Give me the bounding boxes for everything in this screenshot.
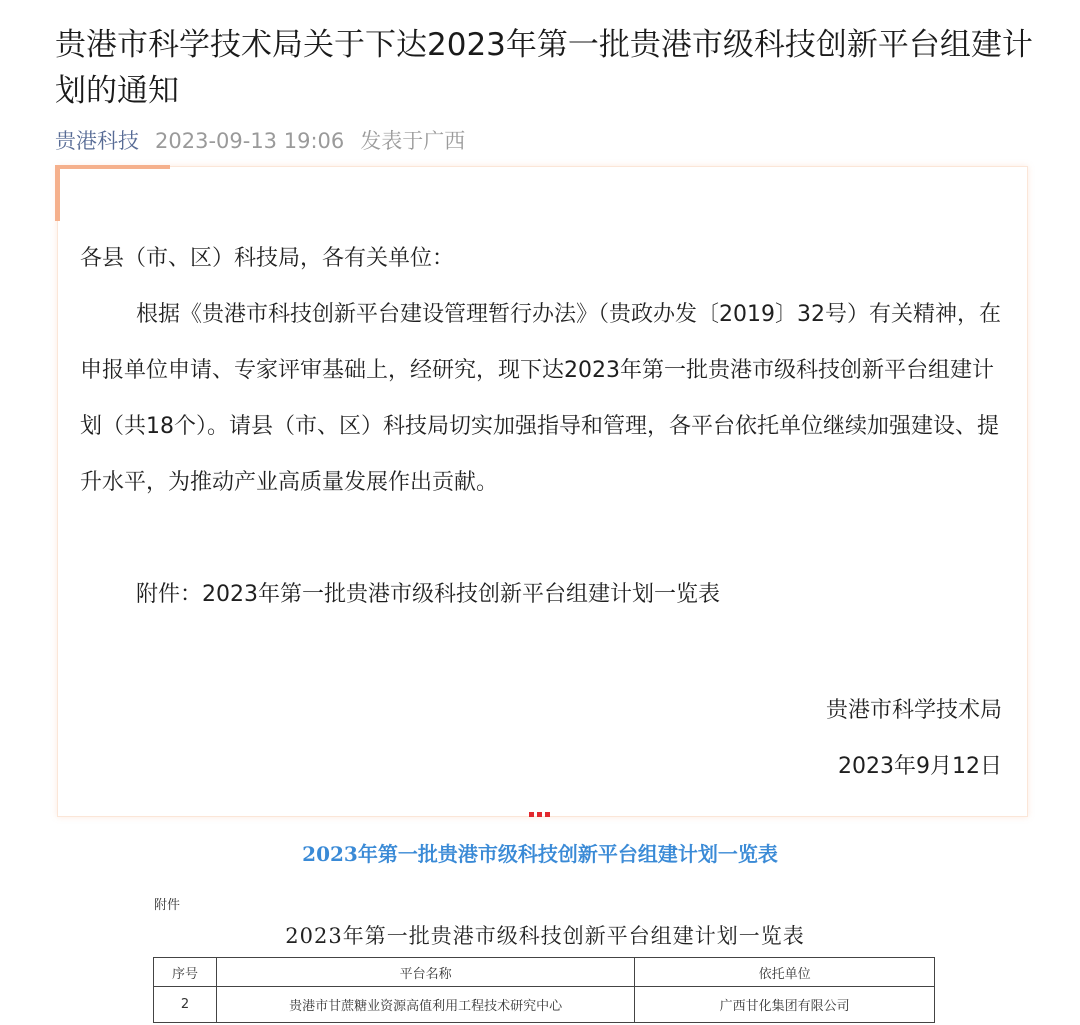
- dot: [545, 812, 550, 817]
- notice-attachment: 附件：2023年第一批贵港市级科技创新平台组建计划一览表: [136, 582, 720, 607]
- signature-org: 贵港市科学技术局: [825, 698, 1002, 723]
- box-corner-accent-top: [55, 165, 170, 169]
- cell-index: 2: [154, 987, 217, 1023]
- publish-location: 发表于广西: [360, 129, 466, 153]
- platform-table: [153, 957, 935, 1023]
- table-row: [154, 987, 935, 1023]
- dot: [537, 812, 542, 817]
- column-header-index: 序号: [154, 958, 217, 987]
- article-meta: [55, 126, 465, 156]
- account-name-link[interactable]: 贵港科技: [55, 129, 139, 153]
- column-header-platform: 平台名称: [216, 958, 634, 987]
- scan-title: 2023年第一批贵港市级科技创新平台组建计划一览表: [285, 924, 805, 948]
- table-header-row: [154, 958, 935, 987]
- box-corner-accent-left: [55, 165, 60, 221]
- scan-attachment-label: 附件: [154, 898, 181, 913]
- dot: [529, 812, 534, 817]
- cell-platform: 贵港市甘蔗糖业资源高值利用工程技术研究中心: [216, 987, 634, 1023]
- column-header-unit: 依托单位: [635, 958, 935, 987]
- cell-unit: 广西甘化集团有限公司: [635, 987, 935, 1023]
- notice-salutation: 各县（市、区）科技局，各有关单位：: [80, 246, 455, 271]
- section-heading: 2023年第一批贵港市级科技创新平台组建计划一览表: [302, 842, 778, 866]
- article-title: 贵港市科学技术局关于下达2023年第一批贵港市级科技创新平台组建计划的通知: [55, 27, 1033, 109]
- publish-datetime: 2023-09-13 19:06: [155, 129, 345, 153]
- notice-paragraph: 根据《贵港市科技创新平台建设管理暂行办法》（贵政办发〔2019〕32号）有关精神，在申报单位申请、专家评审基础上，经研究，现下达2023年第一批贵港市级科技创新平台组建计划（共18个）。请县（市、区）科技局切实加强指导和管理，各平台依托单位继续加强建设、提升水平，为推动产业高质量发展作出贡献。: [80, 302, 1001, 495]
- attachment-scan-image: [140, 880, 950, 1025]
- signature-date: 2023年9月12日: [838, 754, 1002, 779]
- divider-dots: [529, 812, 550, 817]
